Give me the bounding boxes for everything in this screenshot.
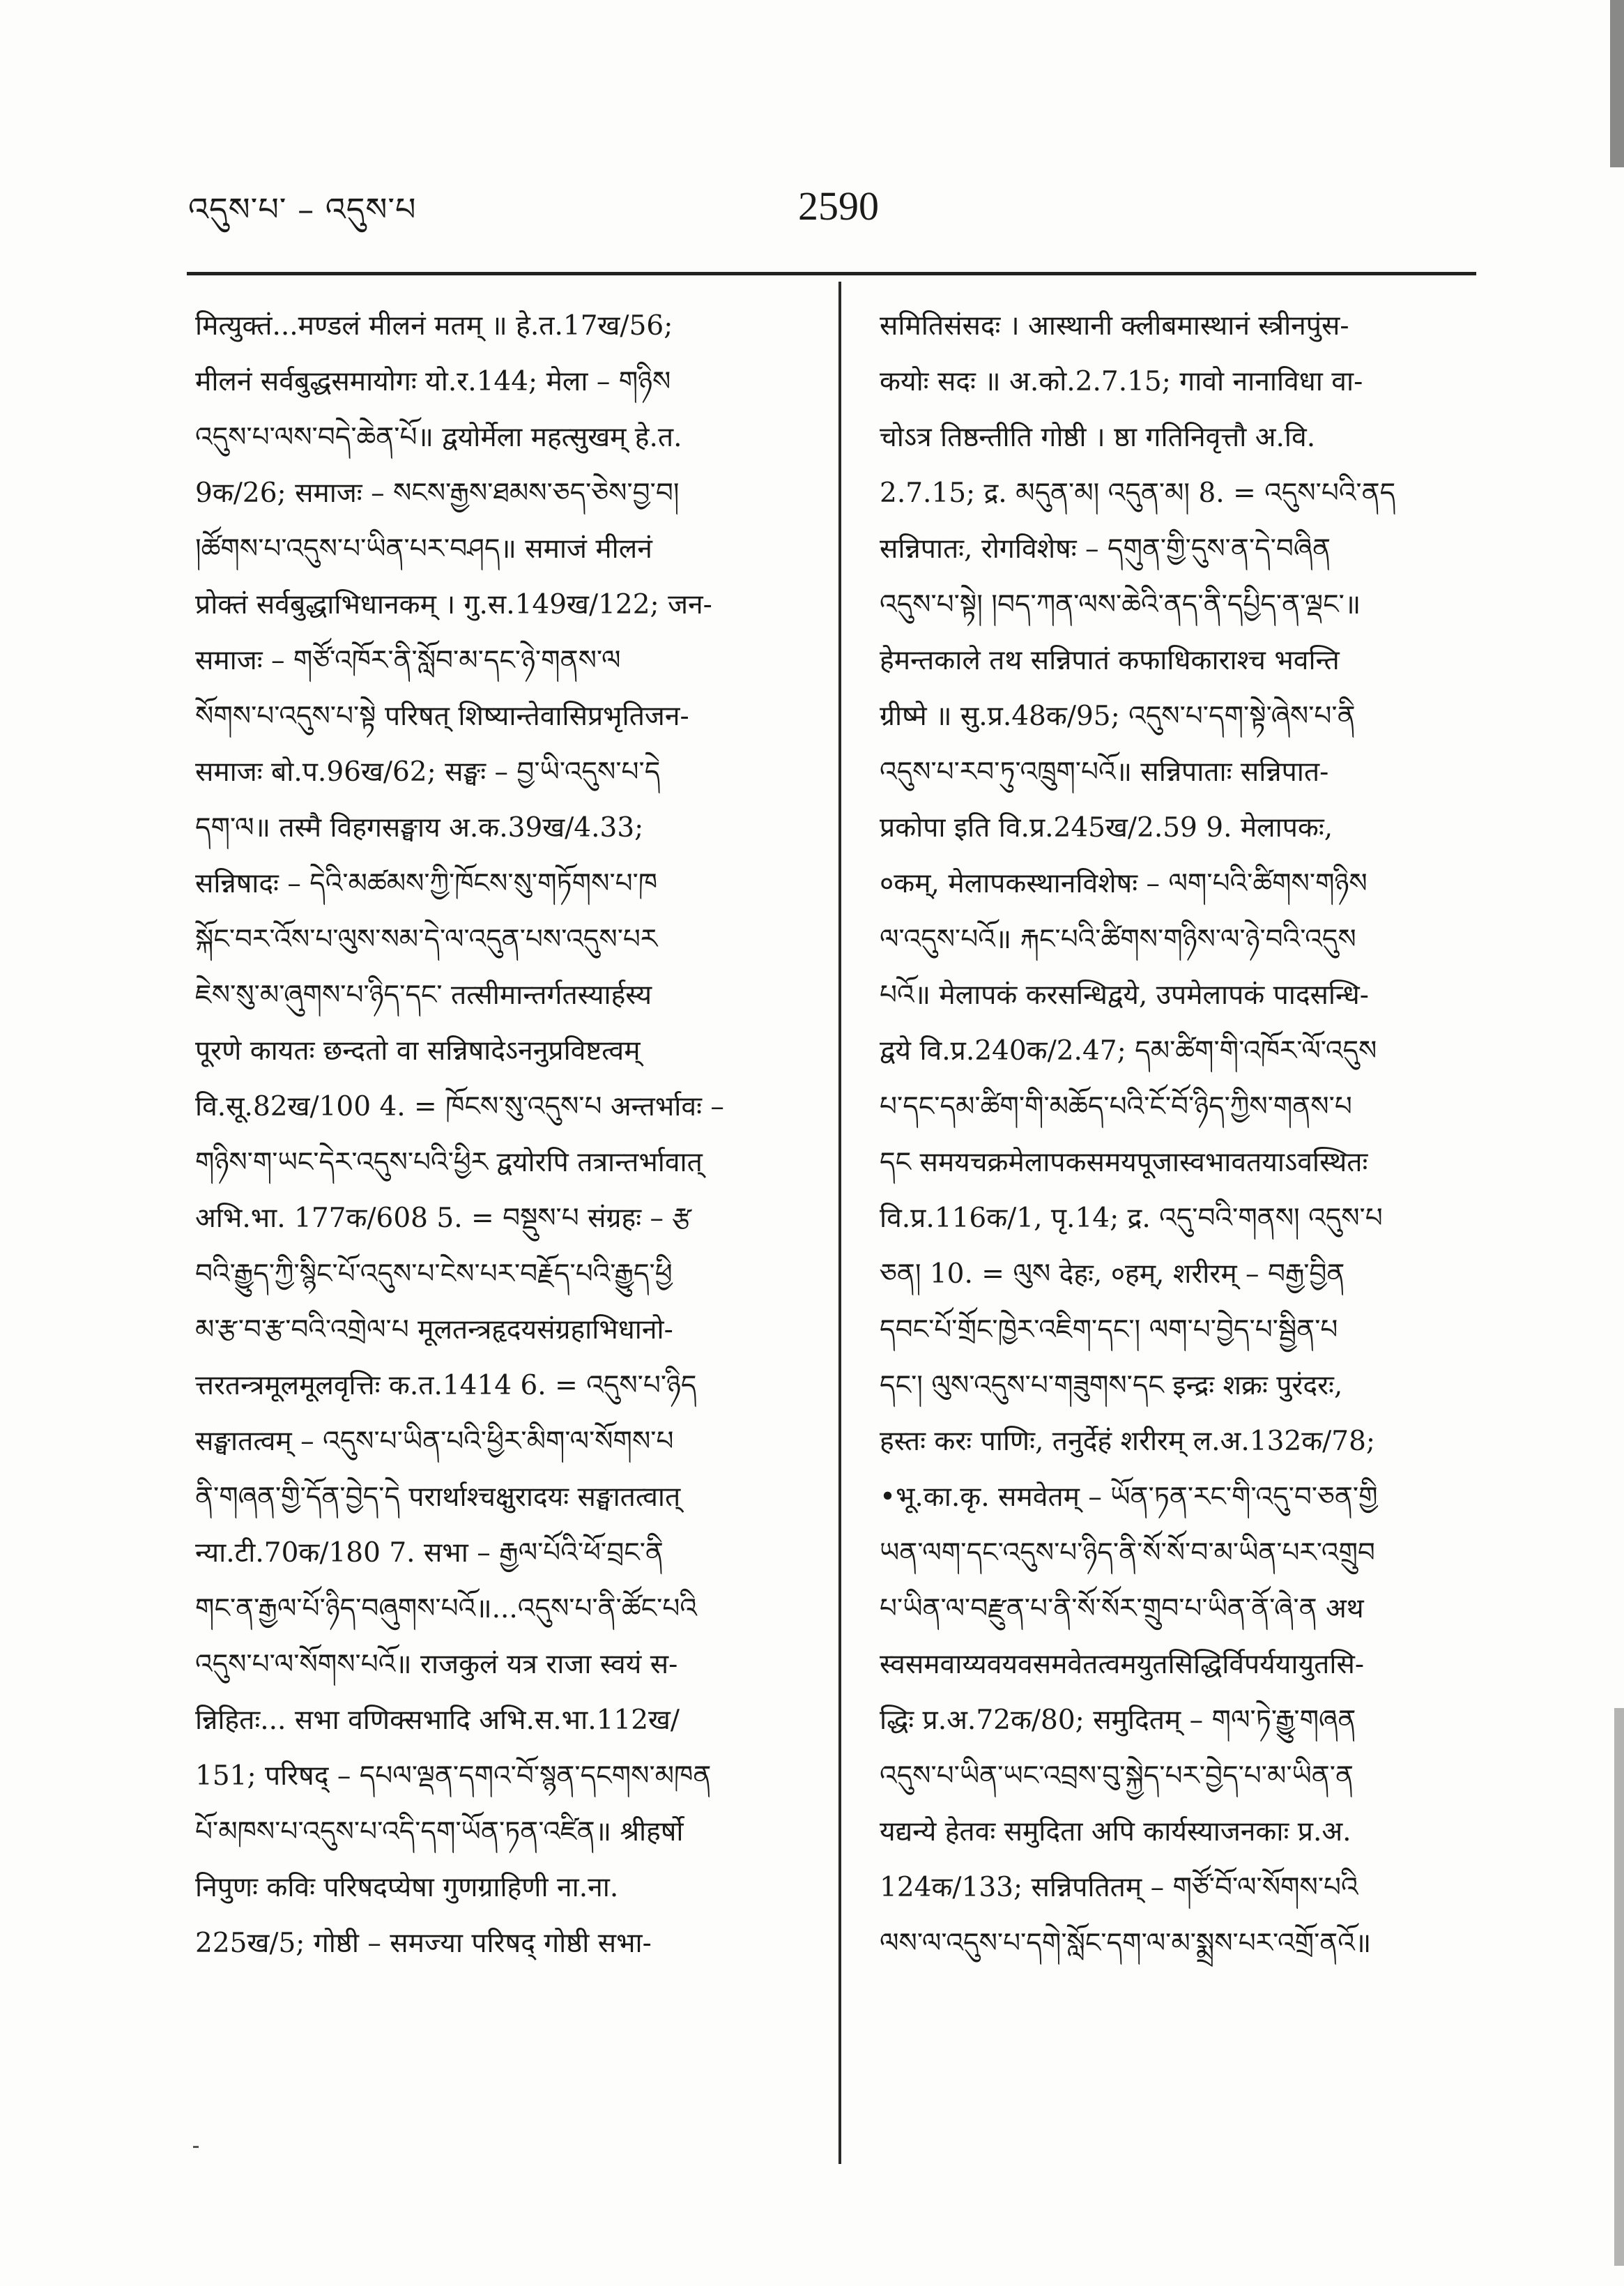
text-line: །ཚོགས་པ་འདུས་པ་ཡིན་པར་བཤད॥ समाजं मीलनं — [195, 533, 652, 565]
text-line: པ་ཡིན་ལ་བརྫུན་པ་ནི་སོ་སོར་གྲུབ་པ་ཡིན་ནོ་ཞེ་ན अथ — [880, 1593, 1364, 1624]
left-column — [195, 298, 822, 1972]
text-line: ०कम्, मेलापकस्थानविशेषः – ལག་པའི་ཚིགས་གཉིས — [880, 868, 1368, 899]
text-line: हेमन्तकाले तथ सन्निपातं कफाधिकाराश्च भवन्ति — [880, 645, 1340, 676]
text-line: वि.सू.82ख/100 4. = ཁོངས་སུ་འདུས་པ अन्तर्भावः – — [195, 1091, 724, 1122]
text-line: ཡན་ལག་དང་འདུས་པ་ཉིད་ནི་སོ་སོ་བ་མ་ཡིན་པར་འགྲུབ — [880, 1537, 1375, 1569]
text-line: समाजः – གཙོ་འཁོར་ནི་སློབ་མ་དང་ཉེ་གནས་ལ — [195, 645, 621, 676]
text-line: प्रोक्तं सर्वबुद्धाभिधानकम् । गु.स.149ख/122; जन- — [195, 589, 712, 620]
text-line: མ་རྩ་བ་རྩ་བའི་འགྲེལ་པ मूलतन्त्रहृदयसंग्रहाभिधानो- — [195, 1314, 673, 1346]
text-line: मित्युक्तं...मण्डलं मीलनं मतम् ॥ हे.त.17ख/56; — [195, 310, 673, 342]
text-line: सन्निपातः, रोगविशेषः – དགུན་གྱི་དུས་ན་དེ་བཞིན — [880, 533, 1331, 565]
text-line: པ་དང་དམ་ཚིག་གི་མཆོད་པའི་ངོ་བོ་ཉིད་ཀྱིས་གནས་པ — [880, 1091, 1352, 1122]
text-line: པའོ॥ मेलापकं करसन्धिद्वये, उपमेलापकं पादसन्धि- — [880, 980, 1369, 1011]
text-line: न्निहितः... सभा वणिक्सभादि अभि.स.भा.112ख/ — [195, 1705, 680, 1736]
text-line: དང་། ལུས་འདུས་པ་གཟུགས་དང इन्द्रः शक्रः पुरंदरः, — [880, 1370, 1343, 1401]
text-line: अभि.भा. 177क/608 5. = བསྡུས་པ संग्रहः – རྩ — [195, 1203, 692, 1234]
text-line: དབང་པོ་གྲོང་ཁྱེར་འཇིག་དང་། ལག་པ་བྱེད་པ་སྦྱིན་པ — [880, 1314, 1338, 1346]
text-line: निपुणः कविः परिषदप्येषा गुणग्राहिणी ना.ना. — [195, 1872, 619, 1903]
text-line: སོགས་པ་འདུས་པ་སྟེ परिषत् शिष्यान्तेवासिप्रभृतिजन- — [195, 701, 689, 732]
text-line: འདུས་པ་རབ་ཏུ་འཁྲུག་པའོ॥ सन्निपाताः सन्निपात- — [880, 756, 1329, 788]
scan-edge-shadow — [1614, 1708, 1624, 2266]
text-line: मीलनं सर्वबुद्धसमायोगः यो.र.144; मेला – གཉིས — [195, 366, 671, 397]
text-line: སྐོང་བར་འོས་པ་ལུས་སམ་དེ་ལ་འདུན་པས་འདུས་པར — [195, 924, 658, 955]
text-line: ལས་ལ་འདུས་པ་དགེ་སློང་དག་ལ་མ་སྨྲས་པར་འགྲོ་ནའོ॥ — [880, 1928, 1372, 1959]
text-line: यद्यन्ये हेतवः समुदिता अपि कार्यस्याजनकाः प्र.अ. — [880, 1816, 1351, 1847]
text-line: འདུས་པ་སྟེ། །བད་ཀན་ལས་ཆེའི་ནད་ནི་དཔྱིད་ན་ལྡང་॥ — [880, 589, 1361, 620]
text-line: ལ་འདུས་པའོ॥ རྐང་པའི་ཚིགས་གཉིས་ལ་ཉེ་བའི་འདུས — [880, 924, 1356, 955]
column-divider — [838, 282, 841, 2164]
scan-edge-shadow — [1610, 0, 1624, 167]
right-column — [880, 298, 1507, 1972]
running-head: འདུས་པ་ – འདུས་པ — [188, 190, 417, 228]
text-line: 225ख/5; गोष्ठी – समज्या परिषद् गोष्ठी सभा- — [195, 1928, 652, 1959]
text-line: •भू.का.कृ. समवेतम् – ཡོན་ཏན་རང་གི་འདུ་བ་ཅན་གྱི — [880, 1481, 1378, 1513]
text-line: न्या.टी.70क/180 7. सभा – རྒྱལ་པོའི་ཕོ་བྲང་ནི — [195, 1537, 664, 1569]
text-line: द्वये वि.प्र.240क/2.47; དམ་ཚིག་གི་འཁོར་ལོ་འདུས — [880, 1035, 1377, 1067]
text-line: དག་ལ॥ तस्मै विहगसङ्घाय अ.क.39ख/4.33; — [195, 812, 644, 844]
text-line: ग्रीष्मे ॥ सु.प्र.48क/95; འདུས་པ་དག་སྟེ་ཞེས་པ་ནི — [880, 701, 1356, 732]
page-number: 2590 — [798, 183, 879, 229]
text-line: कयोः सदः ॥ अ.को.2.7.15; गावो नानाविधा वा- — [880, 366, 1363, 397]
text-line: འདུས་པ་ཡིན་ཡང་འབྲས་བུ་སྐྱེད་པར་བྱེད་པ་མ་ཡིན་ན — [880, 1760, 1354, 1792]
text-line: पूरणे कायतः छन्दतो वा सन्निषादेऽननुप्रविष्टत्वम् — [195, 1035, 641, 1067]
text-line: सन्निषादः – དེའི་མཚམས་ཀྱི་ཁོངས་སུ་གཏོགས་པ་ཁ — [195, 868, 658, 899]
text-line: ཇེས་སུ་མ་ཞུགས་པ་ཉིད་དང་ तत्सीमान्तर्गतस्यार्हस्य — [195, 980, 652, 1011]
scan-speck — [193, 2146, 199, 2148]
text-line: स्वसमवाय्यवयवसमवेतत्वमयुतसिद्धिर्विपर्ययायुतसि- — [880, 1649, 1365, 1680]
text-line: བའི་རྒྱུད་ཀྱི་སྙིང་པོ་འདུས་པ་ངེས་པར་བརྗོད་པའི་རྒྱུད་ཕྱི — [195, 1258, 673, 1290]
text-line: समाजः बो.प.96ख/62; सङ्घः – བྱ་ཡི་འདུས་པ་དེ — [195, 756, 661, 788]
text-line: ནི་གཞན་གྱི་དོན་བྱེད་དེ परार्थाश्चक्षुरादयः सङ्घातत्वात् — [195, 1481, 681, 1513]
text-line: वि.प्र.116क/1, पृ.14; द्र. འདུ་བའི་གནས། འདུས་པ — [880, 1203, 1383, 1234]
text-line: सङ्घातत्वम् – འདུས་པ་ཡིན་པའི་ཕྱིར་མིག་ལ་སོགས་པ — [195, 1426, 674, 1457]
text-line: འདུས་པ་ལས་བདེ་ཆེན་པོ॥ द्वयोर्मेला महत्सुखम् हे.त. — [195, 422, 682, 453]
text-line: 151; परिषद् – དཔལ་ལྡན་དགའ་བོ་སྙན་དངགས་མཁན — [195, 1760, 712, 1792]
text-line: द्धिः प्र.अ.72क/80; समुदितम् – གལ་ཏེ་རྒྱུ་གཞན — [880, 1705, 1356, 1736]
text-line: 124क/133; सन्निपतितम् – གཙོ་བོ་ལ་སོགས་པའི — [880, 1872, 1358, 1903]
header-rule — [187, 272, 1476, 275]
text-line: པོ་མཁས་པ་འདུས་པ་འདི་དག་ཡོན་ཏན་འཛིན॥ श्रीहर्षो — [195, 1816, 684, 1847]
text-line: हस्तः करः पाणिः, तनुर्देहं शरीरम् ल.अ.132क/78; — [880, 1426, 1376, 1457]
text-line: प्रकोपा इति वि.प्र.245ख/2.59 9. मेलापकः, — [880, 812, 1333, 844]
text-line: འདུས་པ་ལ་སོགས་པའོ॥ राजकुलं यत्र राजा स्वयं स- — [195, 1649, 678, 1680]
text-line: त्तरतन्त्रमूलमूलवृत्तिः क.त.1414 6. = འདུས་པ་ཉིད — [195, 1370, 697, 1401]
text-line: དང समयचक्रमेलापकसमयपूजास्वभावतयाऽवस्थितः — [880, 1147, 1368, 1178]
text-line: समितिसंसदः । आस्थानी क्लीबमास्थानं स्त्रीनपुंस- — [880, 310, 1349, 342]
text-line: གཉིས་ག་ཡང་དེར་འདུས་པའི་ཕྱིར द्वयोरपि तत्रान्तर्भावात् — [195, 1147, 703, 1178]
text-line: चोऽत्र तिष्ठन्तीति गोष्ठी । ष्ठा गतिनिवृत्तौ अ.वि. — [880, 422, 1316, 453]
text-line: 9क/26; समाजः – སངས་རྒྱས་ཐམས་ཅད་ཅེས་བྱ་བ། — [195, 478, 680, 509]
text-line: གང་ན་རྒྱལ་པོ་ཉིད་བཞུགས་པའོ॥...འདུས་པ་ནི་ཚོང་པའི — [195, 1593, 697, 1624]
text-line: ཅན། 10. = ལུས देहः, ०हम्, शरीरम् – བརྒྱ་བྱིན — [880, 1258, 1345, 1290]
text-line: 2.7.15; द्र. མདུན་མ། འདུན་མ། 8. = འདུས་པའི་ནད — [880, 478, 1396, 509]
